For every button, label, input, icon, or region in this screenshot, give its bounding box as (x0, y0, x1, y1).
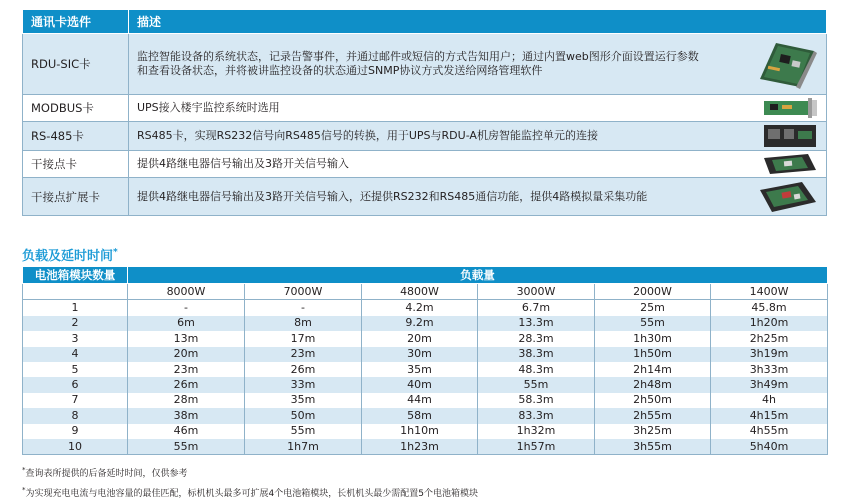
rdu-sic-card-image (756, 39, 818, 89)
runtime-value: 20m (128, 347, 245, 362)
runtime-value: 55m (595, 316, 711, 331)
runtime-row (23, 347, 828, 362)
card-name: MODBUS卡 (23, 95, 129, 122)
battery-module-count: 3 (23, 331, 128, 346)
runtime-value: 46m (128, 424, 245, 439)
card-desc-cell (129, 122, 827, 151)
runtime-value: 4h55m (711, 424, 828, 439)
runtime-value: 3h49m (711, 377, 828, 392)
cards-header-option: 通讯卡选件 (23, 10, 129, 34)
footnote-2-mark: * (22, 486, 26, 494)
load-value: 4800W (362, 284, 478, 300)
runtime-value: 1h7m (245, 439, 362, 455)
runtime-value: - (128, 300, 245, 316)
card-desc-cell (129, 178, 827, 216)
runtime-row (23, 439, 828, 455)
runtime-value: 55m (128, 439, 245, 455)
card-row (23, 95, 827, 122)
runtime-value: 58m (362, 408, 478, 423)
card-desc: 监控智能设备的系统状态，记录告警事件，并通过邮件或短信的方式告知用户；通过内置web图形介面设置运行参数和查看设备状态，并将被讲监控设备的状态通过SNMP协议方式发送给网络管理软件 (137, 50, 699, 77)
runtime-value: 35m (245, 393, 362, 408)
card-name: RDU-SIC卡 (23, 34, 129, 95)
battery-modules-header: 电池箱模块数量 (23, 267, 128, 284)
runtime-value: 8m (245, 316, 362, 331)
battery-module-count: 5 (23, 362, 128, 377)
battery-module-count: 10 (23, 439, 128, 455)
runtime-value: 3h19m (711, 347, 828, 362)
runtime-value: 1h23m (362, 439, 478, 455)
footnote-1 (22, 466, 188, 479)
load-section-title-mark: * (113, 247, 118, 258)
runtime-value: 6.7m (478, 300, 595, 316)
battery-module-count: 4 (23, 347, 128, 362)
runtime-value: 58.3m (478, 393, 595, 408)
runtime-value: 40m (362, 377, 478, 392)
runtime-value: 2h50m (595, 393, 711, 408)
runtime-row (23, 300, 828, 316)
runtime-value: 48.3m (478, 362, 595, 377)
battery-module-count: 8 (23, 408, 128, 423)
runtime-value: 13.3m (478, 316, 595, 331)
battery-module-count: 6 (23, 377, 128, 392)
runtime-row (23, 362, 828, 377)
runtime-value: 5h40m (711, 439, 828, 455)
runtime-value: 2h14m (595, 362, 711, 377)
runtime-value: 20m (362, 331, 478, 346)
card-row (23, 178, 827, 216)
runtime-value: 55m (245, 424, 362, 439)
runtime-row (23, 316, 828, 331)
card-desc-cell (129, 95, 827, 122)
footnote-1-text: 查询表所提供的后备延时时间，仅供参考 (25, 469, 188, 479)
runtime-value: 4h (711, 393, 828, 408)
card-desc-cell (129, 34, 827, 95)
dry-contact-card-image (762, 152, 818, 176)
rs485-card-image (762, 123, 818, 149)
runtime-row (23, 424, 828, 439)
runtime-value: 30m (362, 347, 478, 362)
footnote-2-text: 为实现充电电流与电池容量的最佳匹配，标机机头最多可扩展4个电池箱模块，长机机头最少需配置5个电池箱模块 (25, 489, 478, 499)
load-value: 8000W (128, 284, 245, 300)
battery-module-count: 2 (23, 316, 128, 331)
runtime-value: 50m (245, 408, 362, 423)
load-value: 3000W (478, 284, 595, 300)
runtime-row (23, 331, 828, 346)
runtime-row (23, 393, 828, 408)
runtime-value: 4.2m (362, 300, 478, 316)
footnote-1-mark: * (22, 466, 26, 474)
load-values-row (23, 284, 828, 300)
runtime-value: 17m (245, 331, 362, 346)
runtime-value: 2h25m (711, 331, 828, 346)
runtime-value: 35m (362, 362, 478, 377)
runtime-row (23, 377, 828, 392)
runtime-value: 6m (128, 316, 245, 331)
battery-module-count: 1 (23, 300, 128, 316)
runtime-row (23, 408, 828, 423)
blank-cell (23, 284, 128, 300)
footnote-2 (22, 486, 478, 499)
runtime-value: 38.3m (478, 347, 595, 362)
card-desc: 提供4路继电器信号输出及3路开关信号输入 (137, 157, 349, 170)
runtime-table (22, 266, 828, 455)
runtime-value: 3h55m (595, 439, 711, 455)
load-value: 2000W (595, 284, 711, 300)
load-header: 负载量 (128, 267, 828, 284)
runtime-value: 26m (245, 362, 362, 377)
option-cards-table (22, 9, 827, 216)
runtime-value: 3h33m (711, 362, 828, 377)
card-name: RS-485卡 (23, 122, 129, 151)
card-name: 干接点扩展卡 (23, 178, 129, 216)
card-desc: UPS接入楼宇监控系统时选用 (137, 101, 280, 114)
card-name: 干接点卡 (23, 151, 129, 178)
runtime-value: 1h50m (595, 347, 711, 362)
card-desc: RS485卡，实现RS232信号向RS485信号的转换，用于UPS与RDU-A机房智能监控单元的连接 (137, 129, 598, 142)
runtime-value: 38m (128, 408, 245, 423)
runtime-value: 4h15m (711, 408, 828, 423)
load-section-title (22, 245, 118, 264)
runtime-value: 33m (245, 377, 362, 392)
runtime-value: 9.2m (362, 316, 478, 331)
runtime-value: 3h25m (595, 424, 711, 439)
runtime-value: 1h20m (711, 316, 828, 331)
modbus-card-image (762, 97, 818, 119)
runtime-value: 1h57m (478, 439, 595, 455)
card-row (23, 34, 827, 95)
load-value: 7000W (245, 284, 362, 300)
runtime-value: 2h48m (595, 377, 711, 392)
cards-header-desc: 描述 (129, 10, 827, 34)
runtime-value: 55m (478, 377, 595, 392)
dry-contact-expansion-card-image (758, 180, 818, 214)
runtime-value: 13m (128, 331, 245, 346)
load-value: 1400W (711, 284, 828, 300)
runtime-value: 28m (128, 393, 245, 408)
runtime-value: - (245, 300, 362, 316)
runtime-value: 2h55m (595, 408, 711, 423)
runtime-value: 83.3m (478, 408, 595, 423)
card-desc: 提供4路继电器信号输出及3路开关信号输入，还提供RS232和RS485通信功能，提供4路模拟量采集功能 (137, 189, 648, 203)
load-section-title-text: 负载及延时时间 (22, 249, 114, 264)
runtime-value: 45.8m (711, 300, 828, 316)
card-desc-cell (129, 151, 827, 178)
runtime-value: 23m (245, 347, 362, 362)
runtime-value: 44m (362, 393, 478, 408)
runtime-value: 23m (128, 362, 245, 377)
runtime-value: 26m (128, 377, 245, 392)
runtime-value: 1h10m (362, 424, 478, 439)
battery-module-count: 7 (23, 393, 128, 408)
runtime-value: 1h32m (478, 424, 595, 439)
runtime-value: 28.3m (478, 331, 595, 346)
runtime-value: 1h30m (595, 331, 711, 346)
card-row (23, 151, 827, 178)
runtime-value: 25m (595, 300, 711, 316)
battery-module-count: 9 (23, 424, 128, 439)
card-row (23, 122, 827, 151)
